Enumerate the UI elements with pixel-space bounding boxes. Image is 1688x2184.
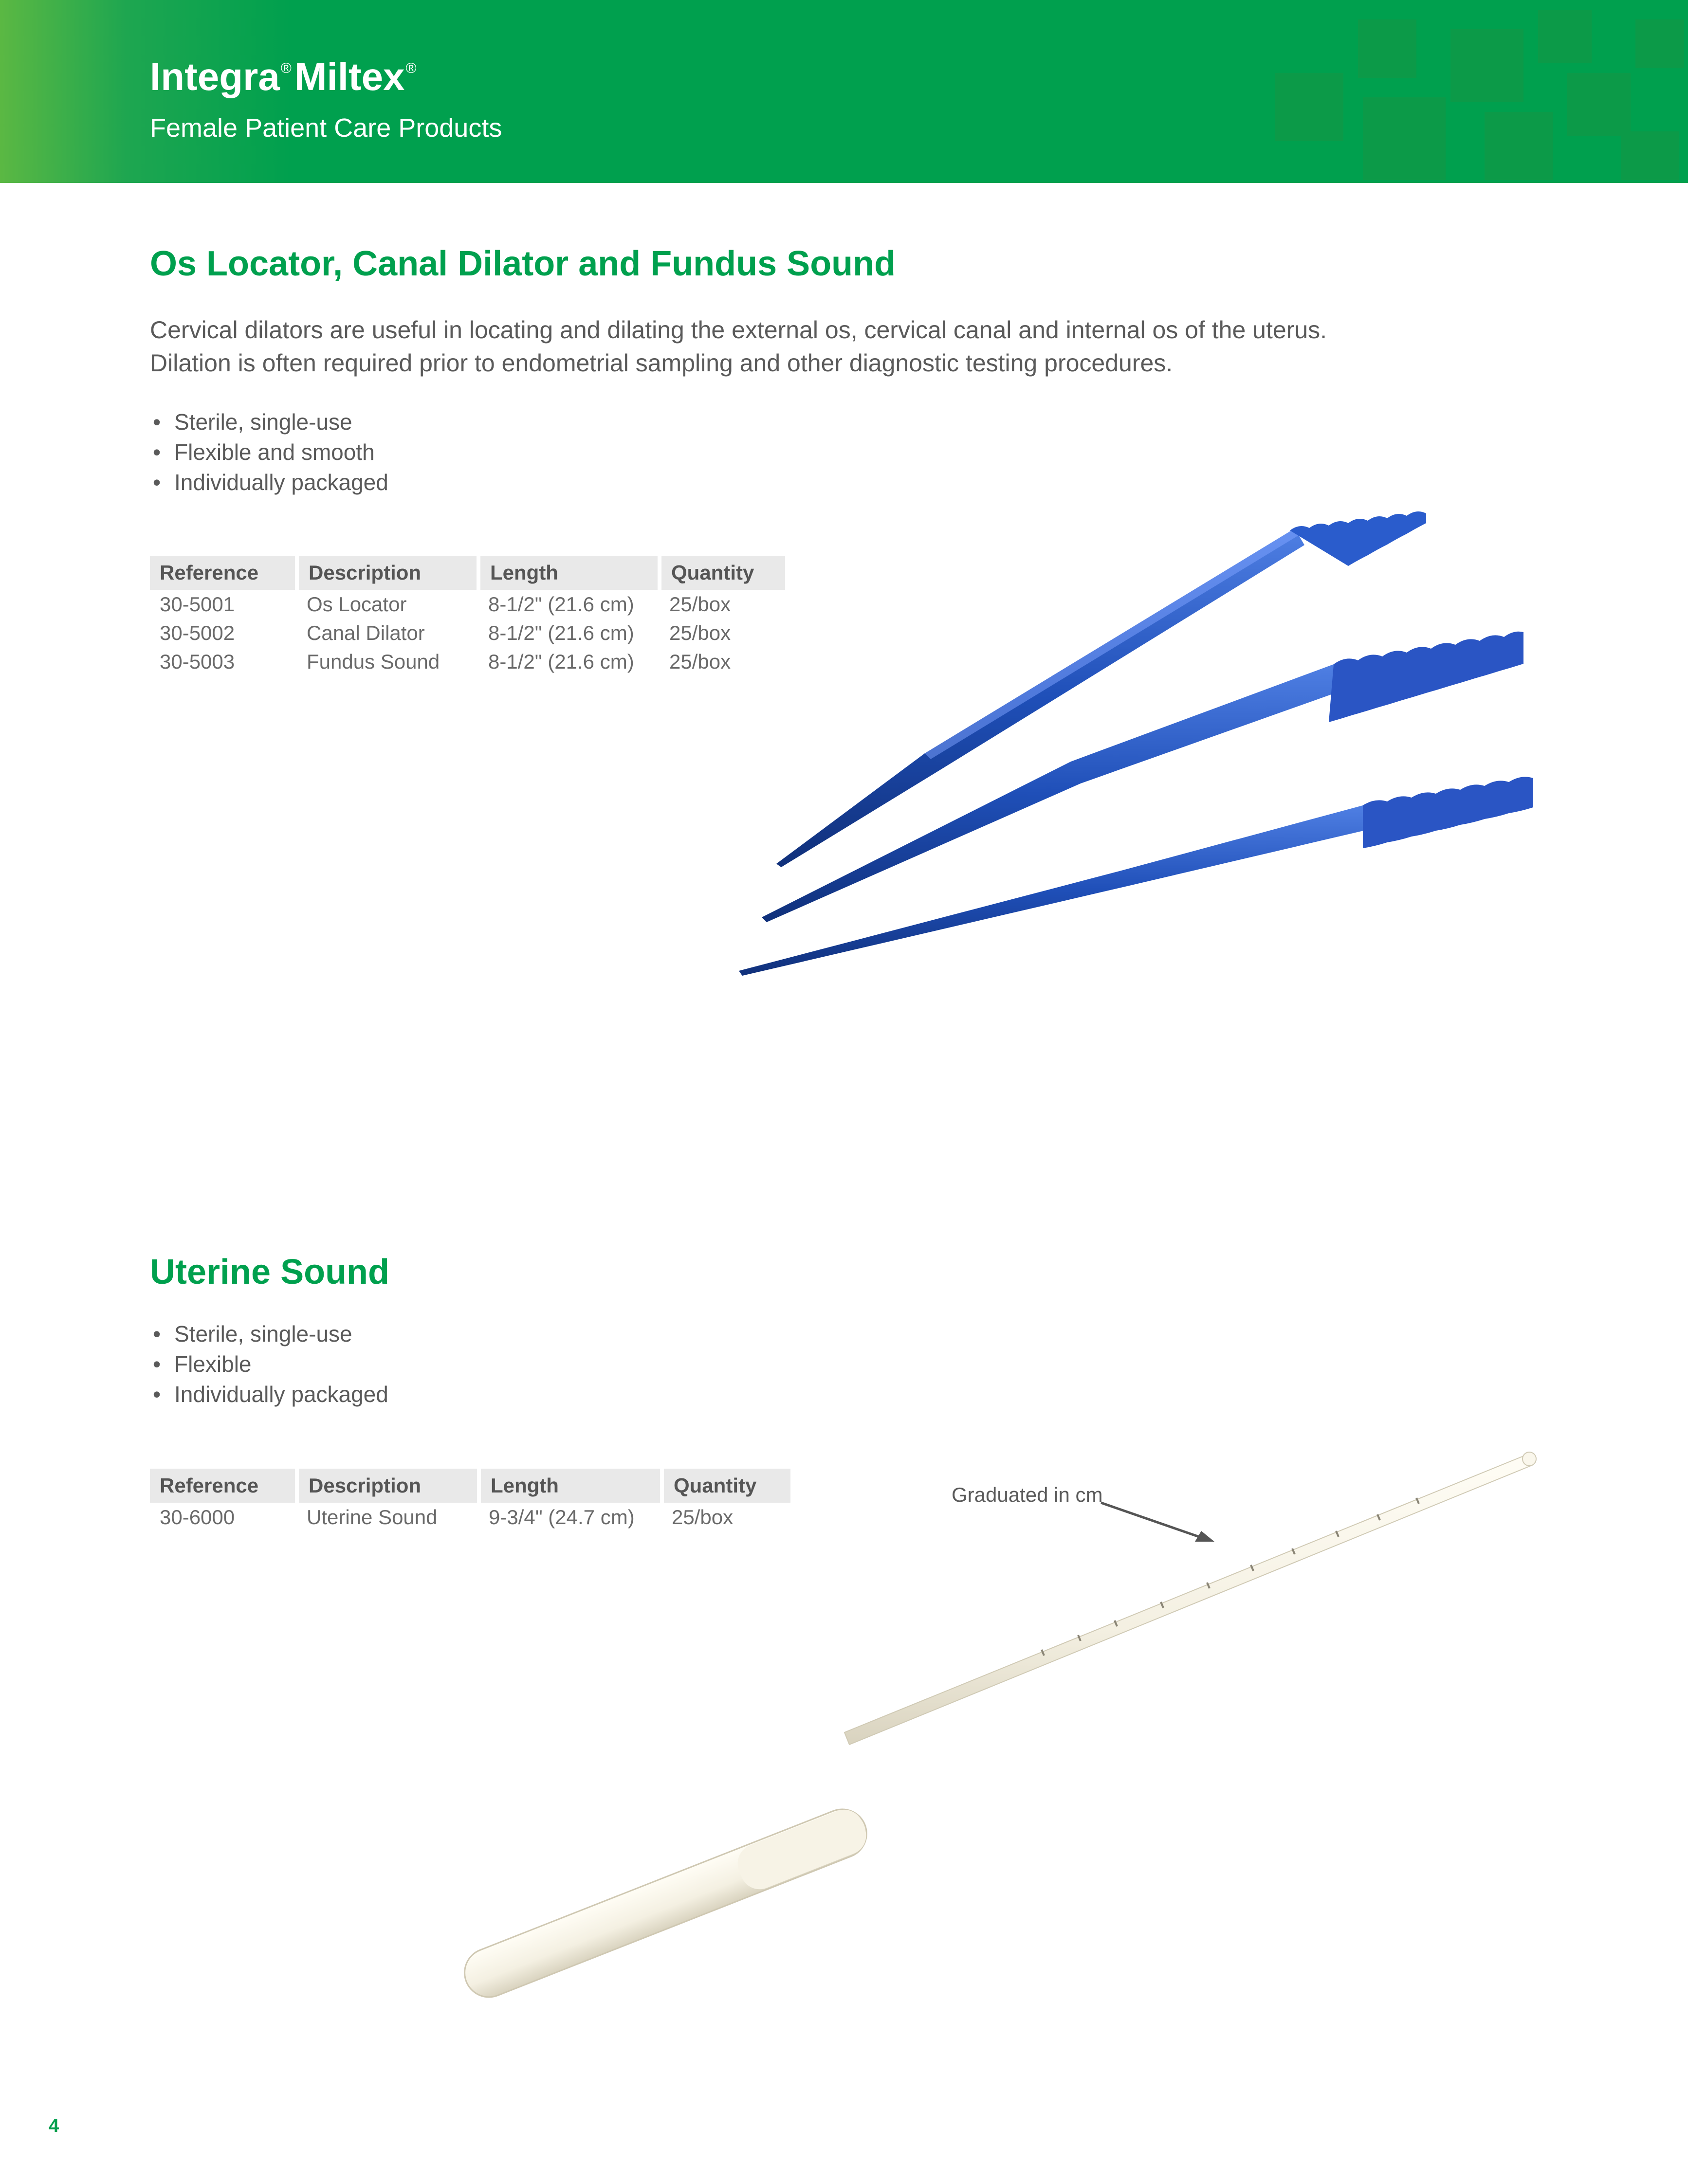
- column-header-description: Description: [297, 556, 478, 590]
- column-header-length: Length: [478, 556, 660, 590]
- cell-quantity: 25/box: [672, 1505, 734, 1529]
- column-header-description: Description: [297, 1469, 479, 1503]
- description-line: Dilation is often required prior to endometrial sampling and other diagnostic testing procedures.: [150, 349, 1173, 377]
- callout-arrow: [1101, 1503, 1214, 1542]
- section-title-os-locator: Os Locator, Canal Dilator and Fundus Sound: [150, 244, 896, 283]
- cell-quantity: 25/box: [669, 592, 731, 616]
- cell-reference: 30-5002: [160, 621, 235, 644]
- brand-name-miltex: Miltex: [294, 55, 405, 98]
- brand-name-integra: Integra: [150, 55, 280, 98]
- feature-item: • Individually packaged: [150, 1379, 388, 1409]
- feature-item: • Sterile, single-use: [150, 407, 388, 437]
- registered-mark: ®: [405, 60, 417, 76]
- column-header-length: Length: [479, 1469, 662, 1503]
- cell-description: Fundus Sound: [307, 650, 440, 673]
- section-title-uterine-sound: Uterine Sound: [150, 1253, 390, 1292]
- column-header-quantity: Quantity: [660, 556, 785, 590]
- graduated-callout-label: Graduated in cm: [952, 1483, 1103, 1506]
- column-header-quantity: Quantity: [662, 1469, 790, 1503]
- page-number: 4: [49, 2116, 59, 2136]
- cell-length: 8-1/2" (21.6 cm): [488, 621, 634, 644]
- feature-item: • Individually packaged: [150, 467, 388, 497]
- column-header-reference: Reference: [150, 556, 297, 590]
- column-header-reference: Reference: [150, 1469, 297, 1503]
- feature-item: • Flexible and smooth: [150, 437, 388, 467]
- feature-item: • Sterile, single-use: [150, 1319, 388, 1349]
- cell-quantity: 25/box: [669, 650, 731, 673]
- cell-reference: 30-6000: [160, 1505, 235, 1529]
- cell-length: 8-1/2" (21.6 cm): [488, 650, 634, 673]
- description-line: Cervical dilators are useful in locating and dilating the external os, cervical canal and internal os of the uterus.: [150, 316, 1327, 344]
- cell-length: 8-1/2" (21.6 cm): [488, 592, 634, 616]
- cell-description: Canal Dilator: [307, 621, 425, 644]
- uterine-sound-illustration: [458, 1452, 1536, 2004]
- cell-length: 9-3/4" (24.7 cm): [489, 1505, 635, 1529]
- cell-description: Os Locator: [307, 592, 407, 616]
- cell-description: Uterine Sound: [307, 1505, 438, 1529]
- cell-quantity: 25/box: [669, 621, 731, 644]
- cell-reference: 30-5003: [160, 650, 235, 673]
- cell-reference: 30-5001: [160, 592, 235, 616]
- registered-mark: ®: [280, 60, 292, 76]
- feature-item: • Flexible: [150, 1349, 388, 1379]
- header-subtitle: Female Patient Care Products: [150, 113, 502, 143]
